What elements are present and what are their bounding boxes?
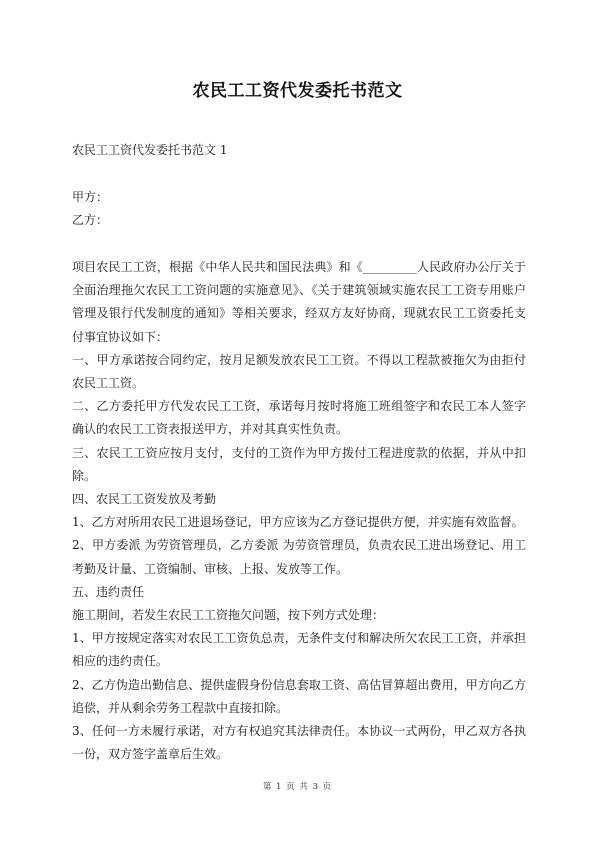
clause-3: 三、农民工工资应按月支付，支付的工资作为甲方拨付工程进度款的依据，并从中扣除。: [72, 445, 526, 483]
document-body: [72, 256, 526, 766]
intro-paragraph: 项目农民工工资，根据《中华人民共和国民法典》和《_________人民政府办公厅关于全面治理拖欠农民工工资问题的实施意见》、《关于建筑领域实施农民工工资专用账户管理及银行代发制度的通知》等相关要求，经双方友好协商，现就农民工工资委托支付事宜协议如下：: [72, 260, 526, 344]
liability-intro: 施工期间，若发生农民工工资拖欠问题，按下列方式处理：: [72, 608, 385, 623]
document-subtitle: 农民工工资代发委托书范文 1: [72, 143, 228, 157]
attendance-item-2: 2、甲方委派 为劳资管理员，乙方委派 为劳资管理员，负责农民工进出场登记、用工考勤及计量、工资编制、审核、上报、发放等工作。: [72, 538, 526, 576]
clause-2: 二、乙方委托甲方代发农民工工资，承诺每月按时将施工班组签字和农民工本人签字确认的农民工工资表报送甲方，并对其真实性负责。: [72, 399, 526, 437]
clause-1: 一、甲方承诺按合同约定，按月足额发放农民工工资。不得以工程款被拖欠为由拒付农民工工资。: [72, 352, 526, 391]
section-heading-attendance: 四、农民工工资发放及考勤: [72, 492, 217, 507]
liability-item-3: 3、任何一方未履行承诺，对方有权追究其法律责任。本协议一式两份，甲乙双方各执一份，双方签字盖章后生效。: [72, 724, 526, 762]
page-footer: 第 1 页 共 3 页: [262, 782, 333, 792]
liability-item-1: 1、甲方按规定落实对农民工工资负总责，无条件支付和解决所欠农民工工资，并承担相应的违约责任。: [72, 631, 526, 669]
liability-item-2: 2、乙方伪造出勤信息、提供虚假身份信息套取工资、高估冒算超出费用，甲方向乙方追偿，并从剩余劳务工程款中直接扣除。: [72, 677, 526, 715]
party-b-label: 乙方：: [72, 213, 109, 227]
document-title: 农民工工资代发委托书范文: [192, 81, 403, 101]
attendance-item-1: 1、乙方对所用农民工进退场登记，甲方应该为乙方登记提供方便，并实施有效监督。: [72, 515, 524, 530]
party-a-label: 甲方：: [72, 190, 109, 204]
section-heading-liability: 五、违约责任: [72, 584, 145, 599]
